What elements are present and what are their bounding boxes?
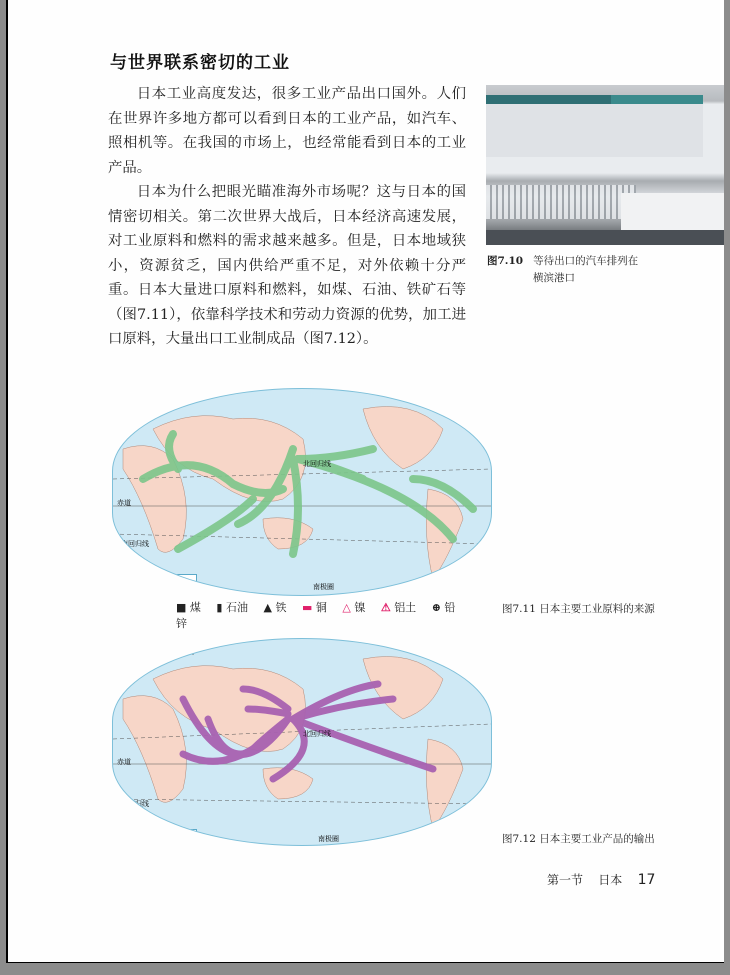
legend-lead-zinc: ⊕ 铅锌: [176, 601, 456, 630]
page-footer: 第一节 日本 17: [547, 872, 656, 888]
legend-nickel: △ 镍: [342, 601, 366, 614]
legend-oil: ▮ 石油: [216, 601, 248, 614]
map-legend: [176, 599, 476, 631]
legend-copper: ▬ 铜: [301, 601, 327, 614]
legend-coal: ■ 煤: [176, 601, 201, 614]
body-text: [108, 82, 466, 352]
paragraph-1: 日本工业高度发达，很多工业产品出口国外。人们在世界许多地方都可以看到日本的工业产品，如汽车、照相机等。在我国的市场上，也经常能看到日本的工业产品。: [108, 86, 466, 176]
border-legend: — 国界: [125, 574, 197, 588]
paragraph-2: 日本为什么把眼光瞄准海外市场呢？这与日本的国情密切相关。第二次世界大战后，日本经济高速发展，对工业原料和燃料的需求越来越多。但是，日本地域狭小，资源贫乏，国内供给严重不足，对外依赖十分严重。日本大量进口原料和燃料，如煤、石油、铁矿石等（图7.11），依靠科学技术和劳动力资源的优势，加工进口原料，大量出口工业制成品（图7.12）。: [108, 184, 466, 347]
section-title: 与世界联系密切的工业: [110, 53, 290, 73]
map-raw-materials: — 国界 赤道 南回归线 北回归线 北极圈 南极圈: [112, 388, 492, 596]
photo-yokohama-port: [486, 85, 724, 245]
map-product-exports: — 国界 赤道 南回归线 北回归线 北极圈 南极圈: [112, 638, 492, 846]
figure-7-12-caption: 图7.12 日本主要工业产品的输出: [502, 833, 655, 845]
legend-iron: ▲ 铁: [263, 601, 287, 614]
page-number: 17: [637, 872, 656, 888]
border-legend: — 国界: [125, 829, 197, 843]
figure-7-10-caption: 图7.10 等待出口的汽车排列在 横滨港口: [487, 255, 639, 284]
figure-number: 图7.10: [487, 255, 524, 267]
figure-7-11-caption: 图7.11 日本主要工业原料的来源: [502, 603, 655, 615]
legend-bauxite: ⚠ 铝土: [380, 601, 417, 614]
